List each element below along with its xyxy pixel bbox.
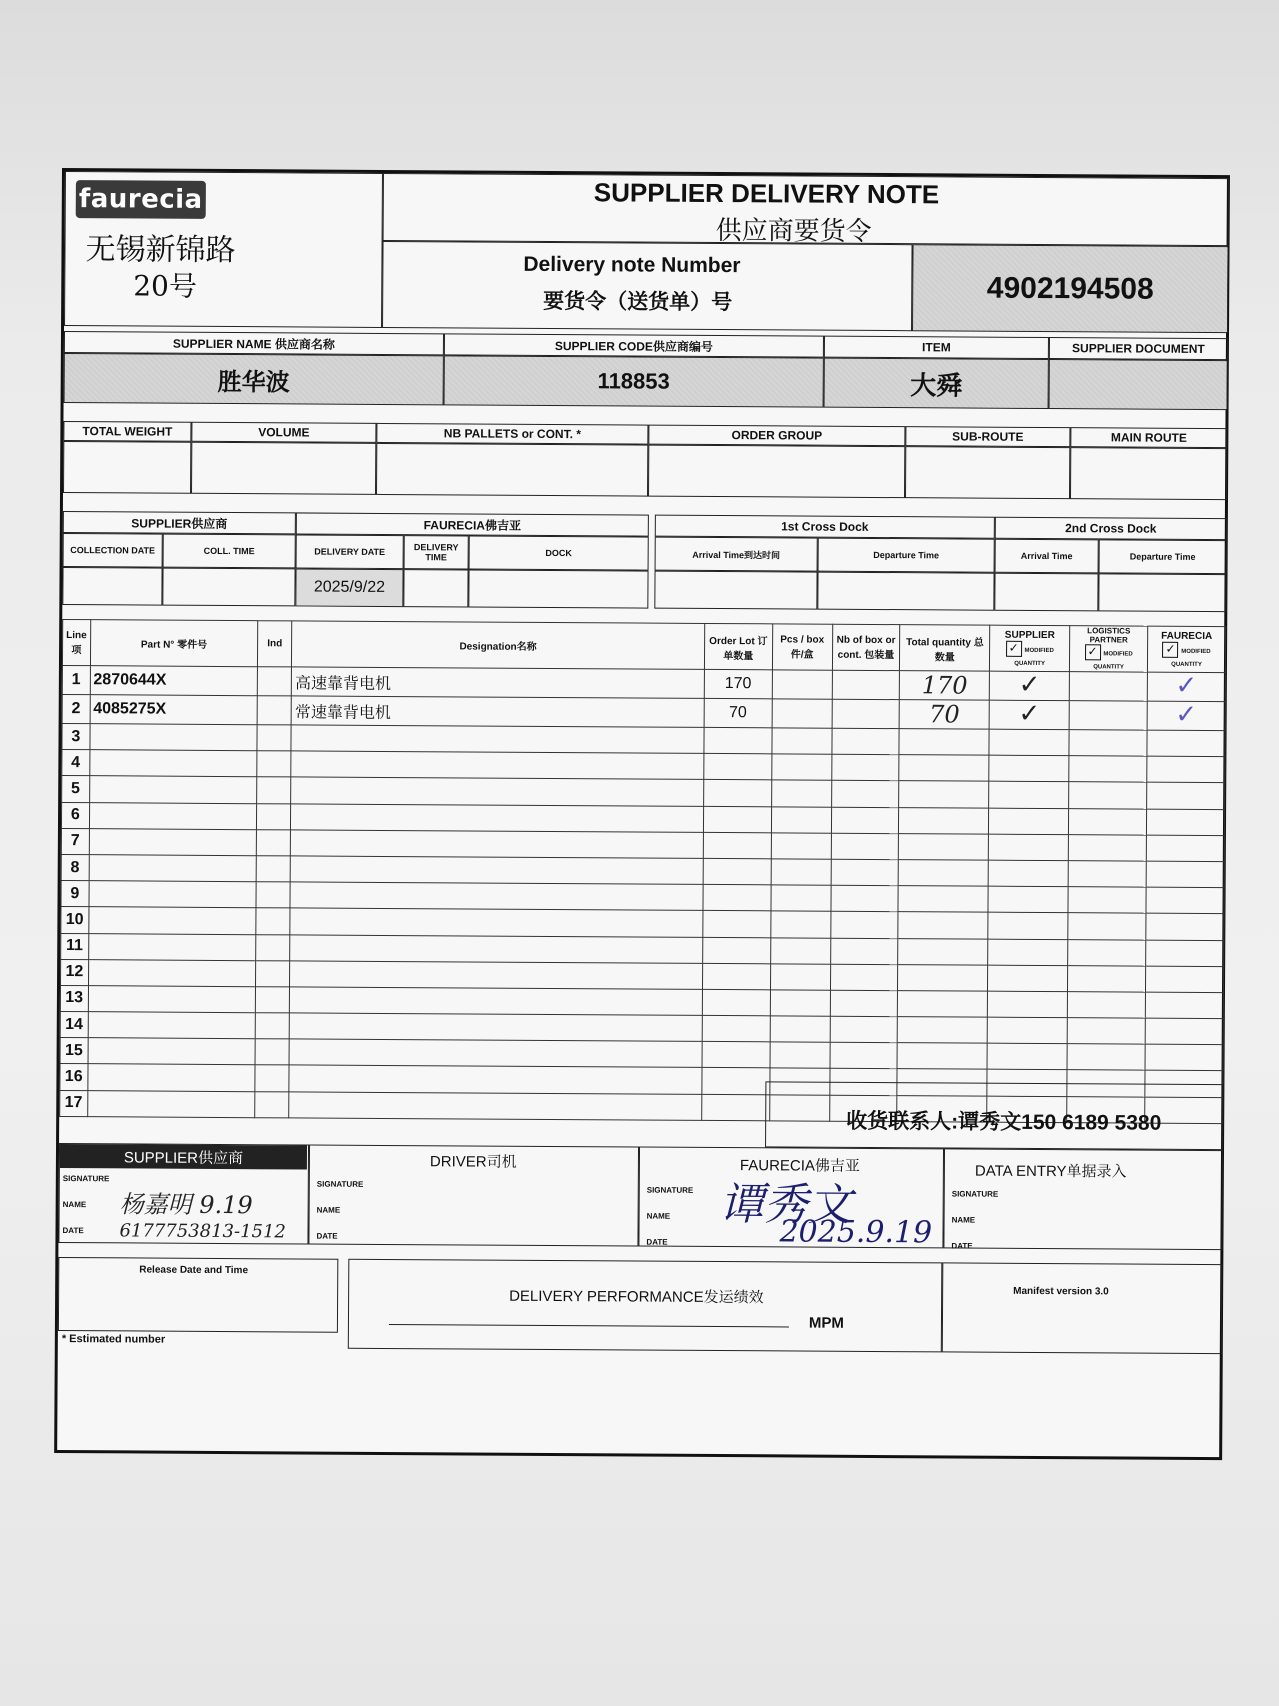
checkmark-icon: ✓	[1018, 668, 1041, 699]
designation-cell	[291, 777, 704, 806]
nb-box-cell	[831, 807, 899, 834]
logistics-check-cell	[1068, 861, 1146, 888]
arrival-time-value	[654, 571, 817, 610]
nb-box-cell	[831, 885, 899, 912]
manifest-block	[942, 1262, 1223, 1354]
faurecia-date-handwriting: 2025.9.19	[779, 1214, 933, 1251]
ind-cell	[256, 908, 290, 934]
driver-signature-label: SIGNATURE	[316, 1179, 364, 1189]
order-lot-cell: 170	[704, 669, 772, 698]
faurecia-name-handwriting: 谭秀文	[719, 1179, 852, 1231]
supplier-check-cell	[987, 1043, 1067, 1070]
col-faurecia	[1147, 626, 1225, 672]
ind-cell	[255, 1039, 289, 1065]
logistics-check-cell	[1068, 939, 1146, 966]
part-number-cell	[90, 724, 258, 751]
delivery-date-value: 2025/9/22	[313, 578, 386, 596]
cross-dock-2-label: 2nd Cross Dock	[995, 517, 1227, 540]
col-nb-box: Nb of box or cont. 包装量	[832, 624, 900, 670]
checkmark-icon: ✓	[1175, 698, 1198, 729]
data-entry-name-label: NAME	[951, 1215, 976, 1225]
coll-time-value	[162, 568, 295, 607]
order-lot-cell	[702, 937, 770, 964]
total-quantity-cell	[899, 781, 989, 808]
faurecia-check-cell	[1145, 1018, 1223, 1045]
order-lot-cell	[703, 832, 771, 859]
pcs-box-cell	[770, 937, 830, 964]
departure-time-2-value	[1098, 573, 1226, 612]
order-group-box	[648, 445, 905, 499]
supplier-name-box	[64, 353, 444, 405]
data-entry-header: DATA ENTRY单据录入	[974, 1162, 1127, 1181]
title-en: SUPPLIER DELIVERY NOTE	[593, 177, 940, 210]
supplier-check-cell	[988, 991, 1068, 1018]
designation-cell	[291, 751, 704, 780]
nb-box-cell	[831, 859, 899, 886]
release-label: Release Date and Time	[139, 1264, 249, 1277]
line-cell: 8	[61, 854, 89, 880]
supplier-code-value: 118853	[597, 368, 670, 394]
mpm-label: MPM	[808, 1314, 845, 1332]
faurecia-check-cell	[1146, 809, 1224, 836]
dn-number-box	[912, 244, 1229, 333]
total-quantity-cell	[899, 833, 989, 860]
total-quantity-cell: 70	[899, 700, 989, 730]
total-quantity-cell	[897, 1043, 987, 1070]
line-cell: 3	[62, 724, 90, 750]
pcs-box-cell	[771, 833, 831, 860]
supplier-check-cell	[988, 965, 1068, 992]
line-cell: 5	[62, 776, 90, 802]
total-quantity-cell	[899, 860, 989, 887]
order-lot-cell	[702, 963, 770, 990]
total-quantity-cell	[898, 912, 988, 939]
designation-cell	[290, 908, 703, 937]
part-number-cell	[89, 828, 257, 855]
col-logistics-label: LOGISTICS PARTNER	[1087, 626, 1131, 645]
delivery-date-box	[295, 568, 403, 607]
faurecia-check-cell	[1146, 887, 1224, 914]
supplier-check-cell	[989, 729, 1069, 756]
ind-cell	[257, 725, 291, 751]
supplier-code-label: SUPPLIER CODE供应商编号	[444, 333, 824, 357]
dn-label-block	[382, 241, 913, 331]
part-number-cell	[88, 959, 256, 986]
designation-cell	[289, 1065, 702, 1094]
designation-cell: 高速靠背电机	[291, 667, 704, 699]
checkmark-icon: ✓	[1018, 697, 1041, 728]
line-cell: 2	[62, 695, 90, 724]
logistics-check-cell	[1069, 672, 1147, 701]
faurecia-check-cell	[1147, 783, 1225, 810]
checkbox-icon: ✓	[1085, 644, 1101, 660]
driver-date-label: DATE	[316, 1231, 338, 1241]
supplier-name-label: NAME	[62, 1200, 87, 1210]
item-value: 大舜	[910, 369, 963, 401]
checkmark-icon: ✓	[1175, 669, 1198, 700]
part-number-cell	[89, 855, 257, 882]
nb-box-cell	[830, 964, 898, 991]
nb-box-cell	[830, 1016, 898, 1043]
performance-underline	[389, 1324, 789, 1327]
faurecia-check-cell	[1145, 1044, 1223, 1071]
nb-box-cell	[831, 728, 899, 755]
faurecia-logo: faurecia	[76, 180, 206, 219]
designation-cell	[290, 987, 703, 1016]
logistics-check-cell	[1069, 756, 1147, 783]
cross-dock-1-label: 1st Cross Dock	[655, 515, 995, 539]
pcs-box-cell	[770, 911, 830, 938]
nb-box-cell	[831, 781, 899, 808]
checkbox-icon: ✓	[1006, 640, 1022, 656]
order-lot-cell	[702, 1068, 770, 1095]
logistics-check-cell	[1069, 782, 1147, 809]
data-entry-signature-label: SIGNATURE	[951, 1189, 999, 1199]
col-line: Line 项	[62, 620, 90, 666]
part-number-cell: 2870644X	[90, 666, 258, 696]
line-cell: 15	[60, 1038, 88, 1064]
logistics-check-cell	[1067, 1018, 1145, 1045]
col-part: Part N° 零件号	[90, 620, 258, 667]
designation-cell	[291, 803, 704, 832]
receiving-contact: 收货联系人:谭秀文150 6189 5380	[846, 1109, 1162, 1135]
logistics-check-cell	[1068, 834, 1146, 861]
col-supplier	[990, 625, 1070, 671]
order-lot-cell: 70	[704, 698, 772, 727]
supplier-check-cell	[989, 808, 1069, 835]
faurecia-signature-label: SIGNATURE	[646, 1185, 694, 1195]
pcs-box-cell	[770, 990, 830, 1017]
supplier-sign-header: SUPPLIER供应商	[60, 1144, 307, 1170]
item-label: ITEM	[824, 336, 1049, 359]
items-table	[59, 619, 1226, 1124]
logistics-check-cell	[1068, 965, 1146, 992]
nb-box-cell	[830, 938, 898, 965]
delivery-date-label: DELIVERY DATE	[296, 534, 404, 569]
pcs-box-cell	[770, 964, 830, 991]
checkbox-icon: ✓	[1162, 641, 1178, 657]
nb-pallets-label: NB PALLETS or CONT. *	[376, 423, 648, 445]
total-quantity-cell	[898, 964, 988, 991]
dn-label-en: Delivery note Number	[523, 252, 741, 278]
ind-cell	[256, 960, 290, 986]
faurecia-group-label: FAURECIA佛吉亚	[296, 512, 649, 536]
volume-label: VOLUME	[191, 422, 376, 443]
arrival-time-label: Arrival Time到达时间	[655, 537, 818, 572]
line-cell: 7	[61, 828, 89, 854]
faurecia-check-cell	[1146, 835, 1224, 862]
col-pcs-box: Pcs / box 件/盒	[772, 624, 832, 670]
performance-block	[348, 1259, 943, 1353]
supplier-check-cell	[989, 834, 1069, 861]
faurecia-name-label: NAME	[646, 1211, 671, 1221]
designation-cell	[289, 1092, 702, 1121]
line-cell: 16	[60, 1064, 88, 1090]
pcs-box-cell	[771, 885, 831, 912]
supplier-check-cell	[988, 886, 1068, 913]
collection-date-value	[62, 567, 162, 606]
total-weight-box	[63, 441, 191, 494]
designation-cell	[289, 1039, 702, 1068]
delivery-time-label: DELIVERY TIME	[404, 535, 469, 569]
col-faurecia-label: FAURECIA	[1161, 630, 1213, 642]
item-box	[824, 358, 1049, 409]
arrival-time-2-value	[994, 573, 1098, 612]
part-number-cell	[89, 802, 257, 829]
modified-qty-label: MODIFIED QUANTITY	[1093, 651, 1133, 671]
supplier-check-cell	[988, 912, 1068, 939]
order-lot-cell	[703, 885, 771, 912]
supplier-name-handwriting: 杨嘉明 9.19	[119, 1190, 253, 1220]
logistics-check-cell	[1067, 1044, 1145, 1071]
data-entry-sign-block	[943, 1148, 1223, 1250]
dn-label-cn: 要货令（送货单）号	[543, 289, 733, 315]
line-cell: 17	[60, 1090, 88, 1116]
main-route-label: MAIN ROUTE	[1070, 427, 1227, 448]
col-order-lot: Order Lot 订单数量	[704, 623, 772, 669]
order-lot-cell	[703, 911, 771, 938]
modified-qty-label: MODIFIED QUANTITY	[1014, 647, 1054, 667]
supplier-name-label: SUPPLIER NAME 供应商名称	[64, 331, 444, 355]
title-cn: 供应商要货令	[715, 214, 872, 246]
faurecia-check-cell	[1147, 730, 1225, 757]
supplier-check-cell	[989, 668, 1069, 700]
supplier-check-cell	[988, 860, 1068, 887]
supplier-check-cell	[988, 939, 1068, 966]
contact-box	[765, 1081, 1223, 1150]
departure-time-value	[817, 572, 994, 611]
sub-route-label: SUB-ROUTE	[905, 426, 1070, 447]
release-block	[58, 1257, 338, 1333]
driver-sign-block	[308, 1145, 639, 1247]
supplier-group-label: SUPPLIER供应商	[63, 511, 296, 534]
line-cell: 9	[61, 881, 89, 907]
order-lot-cell	[703, 780, 771, 807]
total-quantity-cell	[899, 729, 989, 756]
part-number-cell	[89, 750, 257, 777]
pcs-box-cell	[772, 670, 832, 699]
part-number-cell	[88, 986, 256, 1013]
total-quantity-cell	[898, 938, 988, 965]
faurecia-check-cell	[1146, 966, 1224, 993]
pcs-box-cell	[770, 1042, 830, 1069]
faurecia-check-cell	[1147, 756, 1225, 783]
data-entry-date-label: DATE	[951, 1241, 973, 1251]
part-number-cell	[87, 1064, 255, 1091]
estimated-note: * Estimated number	[61, 1333, 166, 1346]
line-cell: 1	[62, 666, 90, 695]
ind-cell	[256, 934, 290, 960]
manifest-label: Manifest version 3.0	[1013, 1285, 1109, 1298]
order-lot-cell	[703, 806, 771, 833]
ind-cell	[256, 882, 290, 908]
total-quantity-cell	[898, 1017, 988, 1044]
ind-cell	[257, 667, 291, 696]
ind-cell	[257, 803, 291, 829]
coll-time-label: COLL. TIME	[163, 534, 296, 569]
supplier-check-cell	[989, 697, 1069, 729]
designation-cell	[290, 934, 703, 963]
total-quantity-cell	[899, 755, 989, 782]
order-lot-cell	[702, 1042, 770, 1069]
supplier-sign-block	[58, 1143, 309, 1245]
delivery-note-sheet	[54, 168, 1230, 1460]
designation-cell	[291, 725, 704, 754]
nb-box-cell	[832, 670, 900, 699]
nb-box-cell	[830, 1042, 898, 1069]
address-line-1: 无锡新锦路	[85, 232, 236, 269]
main-route-box	[1070, 447, 1227, 500]
logistics-check-cell	[1069, 808, 1147, 835]
pcs-box-cell	[772, 699, 832, 728]
part-number-cell	[89, 776, 257, 803]
designation-cell	[290, 856, 703, 885]
logistics-check-cell	[1067, 992, 1145, 1019]
total-weight-label: TOTAL WEIGHT	[63, 421, 191, 442]
pcs-box-cell	[771, 780, 831, 807]
nb-box-cell	[831, 833, 899, 860]
col-total-qty: Total quantity 总数量	[900, 625, 990, 672]
supplier-code-box	[444, 355, 824, 407]
ind-cell	[255, 1091, 289, 1117]
supplier-check-cell	[989, 755, 1069, 782]
ind-cell	[257, 829, 291, 855]
faurecia-check-cell	[1147, 669, 1225, 701]
ind-cell	[255, 1065, 289, 1091]
ind-cell	[257, 777, 291, 803]
line-cell: 10	[61, 907, 89, 933]
designation-cell	[289, 1013, 702, 1042]
modified-qty-label: MODIFIED QUANTITY	[1171, 648, 1211, 668]
supplier-signature-label: SIGNATURE	[62, 1174, 110, 1184]
faurecia-check-cell	[1146, 861, 1224, 888]
arrival-time-2-label: Arrival Time	[995, 539, 1099, 574]
logistics-check-cell	[1069, 701, 1147, 730]
delivery-time-value	[403, 569, 468, 607]
col-ind: Ind	[258, 621, 292, 667]
part-number-cell	[88, 907, 256, 934]
order-lot-cell	[704, 727, 772, 754]
order-lot-cell	[704, 754, 772, 781]
supplier-check-cell	[987, 1017, 1067, 1044]
faurecia-check-cell	[1147, 698, 1225, 730]
ind-cell	[257, 696, 291, 725]
pcs-box-cell	[770, 1016, 830, 1043]
line-cell: 4	[62, 750, 90, 776]
title-block	[383, 173, 1229, 246]
sub-route-box	[905, 446, 1070, 499]
driver-sign-header: DRIVER司机	[429, 1153, 517, 1171]
pcs-box-cell	[771, 754, 831, 781]
collection-date-label: COLLECTION DATE	[63, 533, 163, 568]
line-cell: 11	[61, 933, 89, 959]
col-logistics	[1070, 626, 1148, 672]
order-lot-cell	[702, 989, 770, 1016]
supplier-document-label: SUPPLIER DOCUMENT	[1049, 337, 1228, 360]
nb-box-cell	[830, 912, 898, 939]
pcs-box-cell	[772, 728, 832, 755]
total-quantity-cell: 170	[900, 671, 990, 701]
nb-box-cell	[831, 754, 899, 781]
designation-cell	[290, 830, 703, 859]
ind-cell	[257, 751, 291, 777]
header-left-block	[64, 171, 383, 328]
supplier-date-handwriting: 6177753813-1512	[119, 1220, 286, 1243]
nb-pallets-box	[376, 443, 648, 497]
supplier-name-value: 胜华波	[217, 368, 290, 396]
line-cell: 6	[61, 802, 89, 828]
supplier-date-label: DATE	[62, 1226, 84, 1236]
ind-cell	[256, 987, 290, 1013]
order-lot-cell	[703, 858, 771, 885]
faurecia-check-cell	[1146, 913, 1224, 940]
total-quantity-cell	[898, 990, 988, 1017]
logistics-check-cell	[1068, 887, 1146, 914]
line-cell: 14	[60, 1012, 88, 1038]
order-lot-cell	[702, 1015, 770, 1042]
departure-time-label: Departure Time	[818, 538, 995, 573]
part-number-cell	[88, 933, 256, 960]
order-lot-cell	[702, 1094, 770, 1121]
total-quantity-cell	[899, 807, 989, 834]
col-supplier-label: SUPPLIER	[1004, 629, 1055, 641]
dock-label: DOCK	[469, 535, 649, 570]
nb-box-cell	[832, 699, 900, 728]
part-number-cell	[87, 1090, 255, 1117]
faurecia-check-cell	[1145, 992, 1223, 1019]
ind-cell	[255, 1013, 289, 1039]
logistics-check-cell	[1069, 730, 1147, 757]
items-body	[60, 666, 1226, 1124]
volume-box	[191, 442, 376, 495]
pcs-box-cell	[771, 806, 831, 833]
nb-box-cell	[830, 990, 898, 1017]
part-number-cell	[89, 881, 257, 908]
total-quantity-cell	[898, 886, 988, 913]
col-designation: Designation名称	[292, 621, 705, 670]
ind-cell	[256, 856, 290, 882]
supplier-document-box	[1049, 359, 1228, 410]
dock-value	[468, 569, 648, 608]
line-cell: 13	[60, 985, 88, 1011]
supplier-check-cell	[989, 782, 1069, 809]
designation-cell: 常速靠背电机	[291, 696, 704, 728]
pcs-box-cell	[771, 859, 831, 886]
address-line-2: 20号	[133, 269, 198, 303]
designation-cell	[290, 961, 703, 990]
faurecia-sign-block	[638, 1147, 944, 1249]
dn-number: 4902194508	[986, 271, 1154, 306]
faurecia-check-cell	[1146, 940, 1224, 967]
line-cell: 12	[61, 959, 89, 985]
part-number-cell: 4085275X	[90, 695, 258, 725]
faurecia-date-label: DATE	[646, 1237, 668, 1247]
part-number-cell	[88, 1012, 256, 1039]
order-group-label: ORDER GROUP	[648, 425, 905, 447]
designation-cell	[290, 882, 703, 911]
logistics-check-cell	[1068, 913, 1146, 940]
driver-name-label: NAME	[316, 1205, 341, 1215]
part-number-cell	[88, 1038, 256, 1065]
departure-time-2-label: Departure Time	[1099, 539, 1227, 574]
faurecia-sign-header: FAURECIA佛吉亚	[739, 1157, 860, 1175]
performance-label: DELIVERY PERFORMANCE发运绩效	[509, 1287, 764, 1307]
